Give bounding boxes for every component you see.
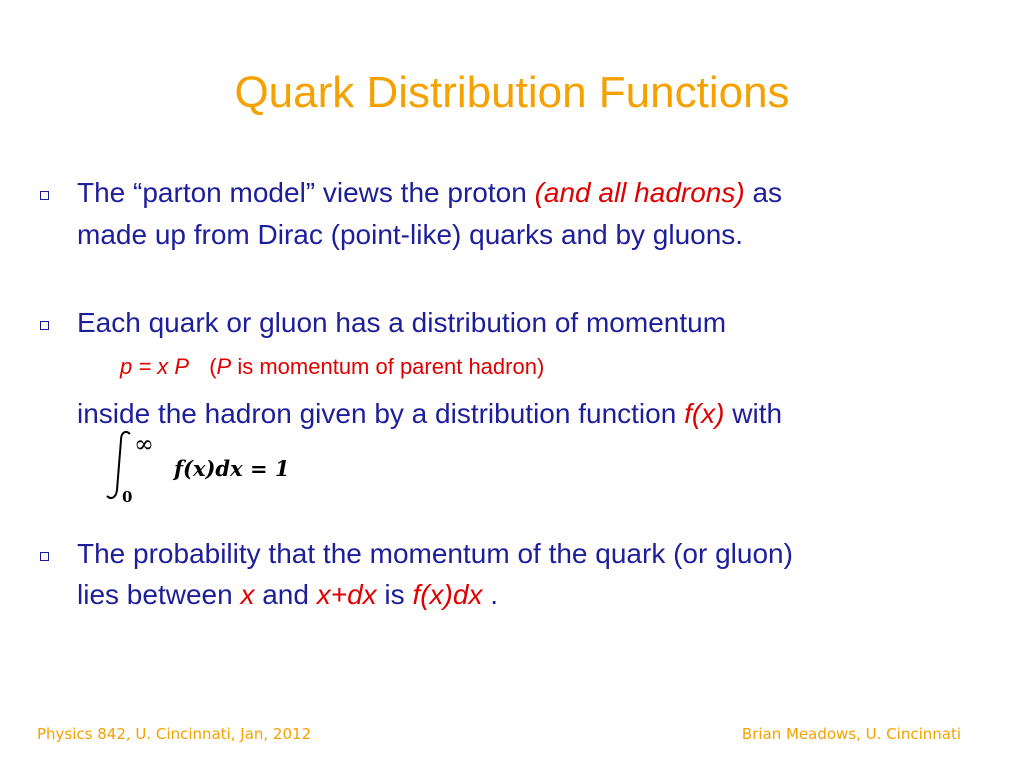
bullet2-line3 (77, 397, 782, 431)
distribution-function-symbol: f(x) (684, 398, 725, 429)
bullet1-emphasis: (and all hadrons) (534, 177, 745, 208)
bullet-square-icon (40, 191, 49, 200)
bullet3-text-d: . (482, 579, 498, 610)
bullet-square-icon (40, 321, 49, 330)
bullet1-text-b: as (744, 177, 783, 208)
x-plus-dx-symbol: x+dx (316, 579, 377, 610)
bullet1-text-a: The “parton model” views the proton (77, 177, 535, 208)
bullet3-text-c: is (376, 579, 413, 610)
parent-momentum-symbol: P (216, 354, 232, 379)
bullet2-line1: Each quark or gluon has a distribution of momentum (77, 307, 727, 338)
bullet3-text-b: and (254, 579, 317, 610)
integrand: f(x)dx = 1 (174, 456, 290, 481)
x-symbol: x (240, 579, 255, 610)
fx-dx-symbol: f(x)dx (412, 579, 483, 610)
footer-left: Physics 842, U. Cincinnati, Jan, 2012 (37, 725, 312, 743)
momentum-definition (120, 353, 544, 381)
bullet3-text-a: lies between (77, 579, 241, 610)
bullet3-line1: The probability that the momentum of the quark (or gluon) (77, 538, 793, 569)
bullet2-line3-text-b: with (724, 398, 783, 429)
integral-lower-limit: 0 (122, 488, 133, 506)
bullet3-line2 (77, 578, 498, 612)
paren-open: ( (209, 354, 217, 379)
bullet1-line2: made up from Dirac (point-like) quarks and by gluons. (77, 219, 744, 250)
integral-upper-limit: ∞ (134, 430, 154, 458)
footer-right: Brian Meadows, U. Cincinnati (741, 725, 961, 743)
momentum-description: is momentum of parent hadron) (231, 354, 545, 379)
bullet1-line1 (77, 176, 782, 210)
bullet-square-icon (40, 552, 49, 561)
bullet2-line3-text-a: inside the hadron given by a distribution function (77, 398, 685, 429)
normalization-integral (104, 428, 344, 508)
momentum-formula: p = x P (120, 354, 190, 379)
slide-title: Quark Distribution Functions (234, 68, 790, 117)
